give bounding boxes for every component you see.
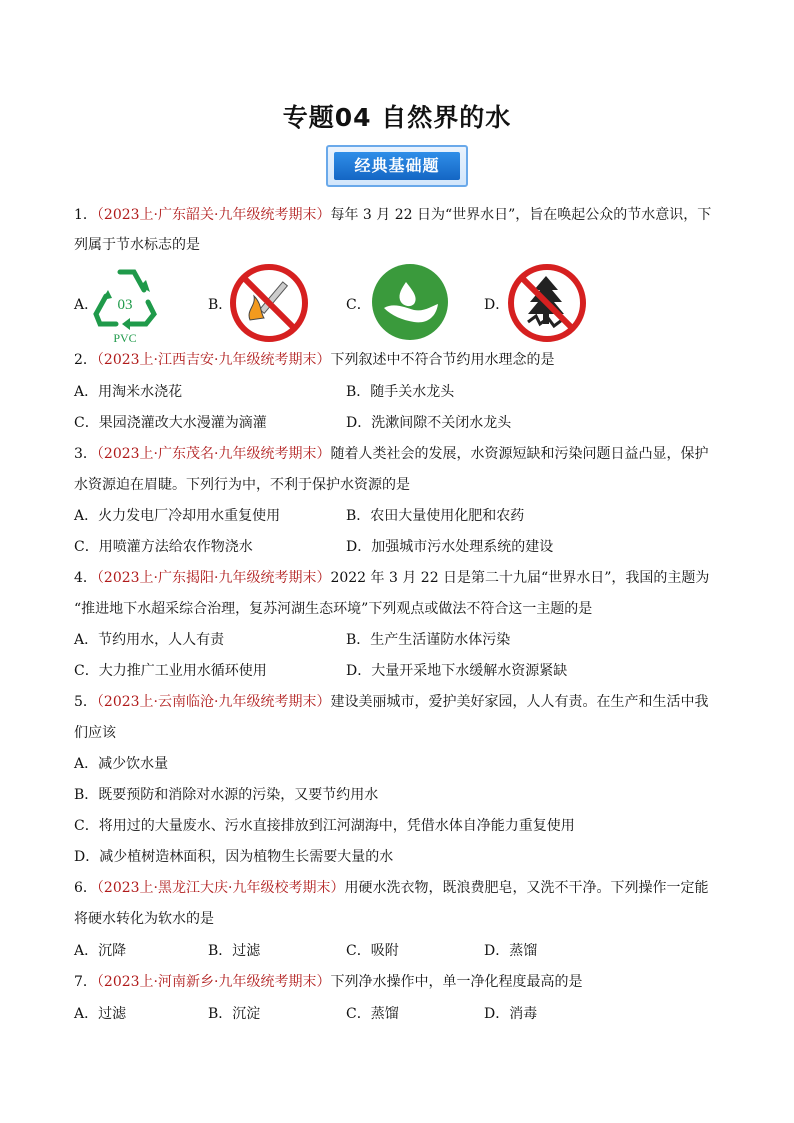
- option-b[interactable]: B．过滤: [208, 943, 261, 959]
- option-c[interactable]: C．果园浇灌改大水漫灌为滴灌: [74, 415, 267, 431]
- option-d[interactable]: D．: [484, 262, 594, 344]
- option-d[interactable]: D．减少植树造林面积，因为植物生长需要大量的水: [74, 849, 394, 865]
- question-5-line-2: 们应该: [74, 725, 116, 741]
- question-7-line-1: 7．（2023上·河南新乡·九年级统考期末）下列净水操作中，单一净化程度最高的是: [74, 974, 583, 990]
- section-badge: [326, 145, 468, 187]
- option-d[interactable]: D．洗漱间隙不关闭水龙头: [346, 415, 512, 431]
- question-source: （2023上·广东韶关·九年级统考期末）: [96, 207, 331, 223]
- question-6-line-2: 将硬水转化为软水的是: [74, 911, 214, 927]
- question-source: （2023上·河南新乡·九年级统考期末）: [96, 974, 331, 990]
- option-a[interactable]: A．过滤: [74, 1006, 127, 1022]
- page-title: 专题04 自然界的水: [282, 103, 512, 132]
- option-b[interactable]: B．既要预防和消除对水源的污染，又要节约用水: [74, 787, 379, 803]
- option-c[interactable]: C．: [346, 262, 456, 344]
- option-c[interactable]: C．用喷灌方法给农作物浇水: [74, 539, 253, 555]
- question-2-line-1: 2．（2023上·江西吉安·九年级统考期末）下列叙述中不符合节约用水理念的是: [74, 352, 555, 368]
- option-d[interactable]: D．蒸馏: [484, 943, 538, 959]
- question-source: （2023上·广东茂名·九年级统考期末）: [96, 446, 331, 462]
- svg-text:PVC: PVC: [113, 331, 137, 344]
- question-3-line-1: 3．（2023上·广东茂名·九年级统考期末）随着人类社会的发展，水资源短缺和污染问题日益凸显，保护: [74, 446, 709, 462]
- option-d[interactable]: D．消毒: [484, 1006, 538, 1022]
- no-smoking-icon: [228, 262, 310, 344]
- question-source: （2023上·广东揭阳·九年级统考期末）: [96, 570, 331, 586]
- section-badge-label: 经典基础题: [334, 152, 460, 180]
- option-a[interactable]: A．节约用水，人人有责: [74, 632, 225, 648]
- option-b[interactable]: B．随手关水龙头: [346, 384, 455, 400]
- option-c[interactable]: C．蒸馏: [346, 1006, 399, 1022]
- option-c[interactable]: C．吸附: [346, 943, 399, 959]
- question-source: （2023上·云南临沧·九年级统考期末）: [96, 694, 331, 710]
- question-1-line-1: 1．（2023上·广东韶关·九年级统考期末）每年 3 月 22 日为“世界水日”，旨在唤起公众的节水意识，下: [74, 207, 712, 223]
- option-b[interactable]: B．沉淀: [208, 1006, 261, 1022]
- question-1-line-2: 列属于节水标志的是: [74, 237, 200, 253]
- question-source: （2023上·江西吉安·九年级统考期末）: [96, 352, 331, 368]
- recycle-pvc-icon: [90, 262, 164, 344]
- option-a[interactable]: A．用淘米水浇花: [74, 384, 183, 400]
- no-logging-icon: [506, 262, 588, 344]
- option-d[interactable]: D．大量开采地下水缓解水资源紧缺: [346, 663, 568, 679]
- question-3-line-2: 水资源迫在眉睫。下列行为中，不利于保护水资源的是: [74, 477, 410, 493]
- question-5-line-1: 5．（2023上·云南临沧·九年级统考期末）建设美丽城市，爱护美好家园，人人有责。在生产和生活中我: [74, 694, 709, 710]
- question-4-line-2: “推进地下水超采综合治理，复苏河湖生态环境”下列观点或做法不符合这一主题的是: [74, 601, 593, 617]
- option-b[interactable]: B．: [208, 262, 318, 344]
- question-source: （2023上·黑龙江大庆·九年级校考期末）: [96, 880, 345, 896]
- option-d[interactable]: D．加强城市污水处理系统的建设: [346, 539, 554, 555]
- question-6-line-1: 6．（2023上·黑龙江大庆·九年级校考期末）用硬水洗衣物，既浪费肥皂，又洗不干净。下列操作一定能: [74, 880, 709, 896]
- option-a[interactable]: A．火力发电厂冷却用水重复使用: [74, 508, 281, 524]
- option-c[interactable]: C．大力推广工业用水循环使用: [74, 663, 267, 679]
- question-4-line-1: 4．（2023上·广东揭阳·九年级统考期末）2022 年 3 月 22 日是第二十九届“世界水日”，我国的主题为: [74, 570, 710, 586]
- option-b[interactable]: B．农田大量使用化肥和农药: [346, 508, 525, 524]
- water-saving-icon: [370, 262, 450, 342]
- option-a[interactable]: A．减少饮水量: [74, 756, 169, 772]
- option-a[interactable]: A．沉降: [74, 943, 127, 959]
- option-a[interactable]: A． 03 PVC: [74, 262, 164, 344]
- option-c[interactable]: C．将用过的大量废水、污水直接排放到江河湖海中，凭借水体自净能力重复使用: [74, 818, 575, 834]
- svg-text:03: 03: [117, 297, 133, 313]
- option-b[interactable]: B．生产生活谨防水体污染: [346, 632, 511, 648]
